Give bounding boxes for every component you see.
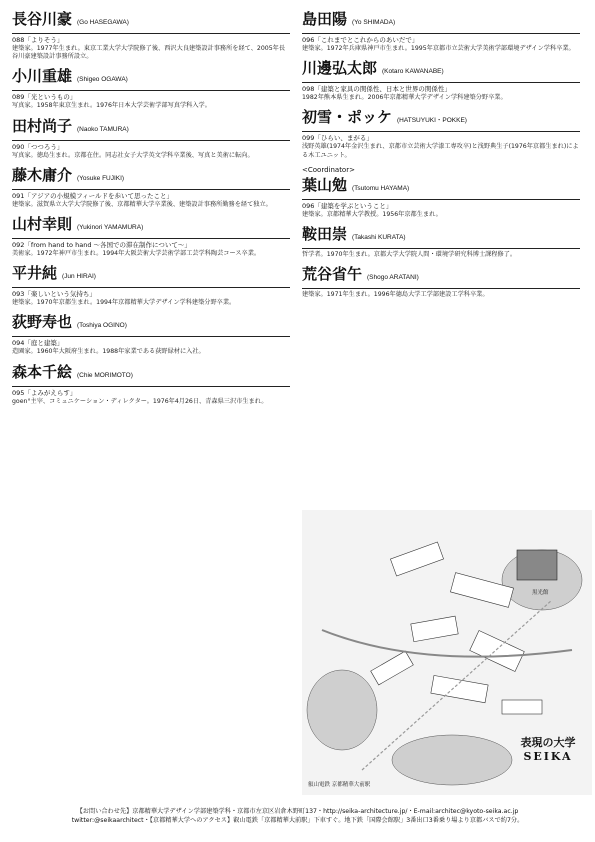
divider bbox=[12, 238, 290, 239]
entry bbox=[302, 265, 580, 299]
divider bbox=[12, 140, 290, 141]
entry bbox=[12, 313, 290, 356]
talk-number: 093「楽しいという気持ち」 bbox=[12, 290, 96, 299]
divider bbox=[12, 189, 290, 190]
entry bbox=[302, 176, 580, 219]
bio-text: 建築家。1972年兵庫県神戸市生まれ。1995年京都市立芸術大学美術学部環境デザイン学科卒業。 bbox=[302, 45, 575, 52]
divider bbox=[302, 82, 580, 83]
entry bbox=[12, 67, 290, 110]
person-roman: (Yo SHIMADA) bbox=[352, 19, 396, 26]
bio-text: 写真家。徳島生まれ。京都在住。同志社女子大学英文学科卒業後、写真と美術に転向。 bbox=[12, 151, 254, 159]
person-name: 森本千絵 bbox=[12, 362, 73, 381]
talk-number: 099「ひらい、まがる」 bbox=[302, 134, 373, 143]
person-roman: (Chie MORIMOTO) bbox=[77, 371, 133, 379]
logo-top-text: 表現の大学 bbox=[520, 736, 576, 749]
divider bbox=[302, 199, 580, 200]
entry bbox=[302, 10, 580, 53]
person-name: 鞍田崇 bbox=[302, 225, 348, 244]
talk-number: 096「建築を学ぶということ」 bbox=[302, 201, 393, 210]
talk-number: 090「つつろう」 bbox=[12, 142, 64, 151]
seika-logo bbox=[508, 734, 588, 763]
person-roman: (Jun HIRAI) bbox=[62, 273, 96, 281]
footer bbox=[0, 807, 595, 825]
talk-number: 096「これまでとこれからのあいだで」 bbox=[302, 36, 419, 44]
bio-text: 建築家。1977年生まれ。東京工業大学大学院修了後、西沢大良建築設計事務所を経て、2005年長谷川豪建築設計事務所設立。 bbox=[12, 45, 286, 61]
talk-number: 095「よみがえらす」 bbox=[12, 388, 77, 397]
person-name: 小川重雄 bbox=[12, 67, 73, 86]
person-name: 藤木庸介 bbox=[12, 165, 73, 184]
station-label: 叡山電鉄 京都精華大前駅 bbox=[308, 782, 371, 788]
entry bbox=[302, 108, 580, 159]
person-roman: (Yosuke FUJIKI) bbox=[77, 174, 125, 182]
coordinator-label: <Coordinator> bbox=[302, 165, 355, 174]
bio-text: 建築家。滋賀県立大学大学院修了後、京都精華大学卒業後、建築設計事務所勤務を経て独立。 bbox=[12, 200, 272, 208]
person-name: 川邊弘太郎 bbox=[302, 59, 378, 78]
person-name: 田村尚子 bbox=[12, 116, 73, 135]
entry bbox=[12, 117, 290, 160]
talk-number: 098「建築と家具の関係性、日本と世界の関係性」 bbox=[302, 85, 451, 94]
entry bbox=[302, 225, 580, 259]
person-roman: (Takashi KURATA) bbox=[352, 234, 406, 242]
person-roman: (Tsutomu HAYAMA) bbox=[352, 184, 410, 192]
bio-text: 建築家。1971年生まれ。1996年德島大学工学部建設工学科卒業。 bbox=[302, 291, 489, 299]
bio-text: 写真家。1958年東京生まれ。1976年日本大学芸術学部写真学科入学。 bbox=[12, 102, 211, 110]
bio-text: 美術家。1972年神戸市生まれ。1994年大阪芸術大学芸術学部工芸学科陶芸コース卒業。 bbox=[12, 250, 261, 258]
footer-line-2: twitter:@seikaarchitect・【京都精華大学へのアクセス】叡山電鉄「京都精華大前駅」下車すぐ。地下鉄「国際会館駅」3番出口3番乗り場より京都バスで約7分。 bbox=[71, 817, 524, 824]
person-roman: (Toshiya OGINO) bbox=[77, 322, 127, 330]
bio-text: 建築家。1970年京都生まれ。1994年京都精華大学デザイン学科建築分野卒業。 bbox=[12, 299, 236, 307]
logo-bottom-text: SEIKA bbox=[523, 750, 573, 763]
person-roman: (Yukinori YAMAMURA) bbox=[77, 224, 144, 232]
divider bbox=[12, 287, 290, 288]
footer-line-1: 【お問い合わせ先】京都精華大学デザイン学部建築学科・京都市左京区岩倉木野町137・http://seika-architecture.jp/・E-mail:architec@kyoto-seika.ac.jp bbox=[76, 808, 519, 815]
left-column bbox=[12, 10, 290, 412]
bio-text: 1982年熊本県生まれ。2006年京都精華大学デザイン学科建築分野卒業。 bbox=[302, 94, 507, 102]
talk-number: 092「from hand to hand ～各国での滞在制作について～」 bbox=[12, 241, 191, 250]
talk-number: 091「アジアの小規模フィールドを歩いて思ったこと」 bbox=[12, 191, 173, 200]
divider bbox=[12, 386, 290, 387]
entry bbox=[12, 215, 290, 258]
person-name: 初雪・ポッケ bbox=[302, 108, 393, 127]
building-label: 黒光館 bbox=[532, 590, 549, 596]
entry bbox=[12, 264, 290, 307]
bio-text: 造園家。1960年大阪府生まれ。1988年家業である荻野緑材に入社。 bbox=[12, 348, 205, 356]
divider bbox=[302, 131, 580, 132]
talk-number: 088「よりそう」 bbox=[12, 36, 64, 44]
person-roman: (HATSUYUKI・POKKE) bbox=[397, 117, 467, 125]
person-roman: (Naoko TAMURA) bbox=[77, 125, 129, 133]
divider bbox=[12, 33, 290, 34]
person-name: 平井純 bbox=[12, 264, 58, 283]
talk-number: 089「光というもの」 bbox=[12, 93, 77, 102]
person-roman: (Shigeo OGAWA) bbox=[77, 76, 128, 84]
entry bbox=[12, 10, 290, 61]
divider bbox=[302, 288, 580, 289]
entry bbox=[302, 59, 580, 102]
person-roman: (Shogo ARATANI) bbox=[367, 274, 419, 282]
divider bbox=[302, 33, 580, 34]
bio-text: goen°主宰、コミュニケーション・ディレクター。1976年4月26日、青森県三沢市生まれ。 bbox=[12, 397, 268, 405]
person-name: 山村幸則 bbox=[12, 215, 73, 234]
divider bbox=[12, 336, 290, 337]
person-name: 葉山勉 bbox=[302, 175, 348, 194]
bio-text: 浅野英雄(1974年金沢生まれ、京都市立芸術大学漆工専攻卒)と浅野典生子(1976年京都生まれ)による木工ユニット。 bbox=[302, 143, 579, 159]
talk-number: 094「庭と建築」 bbox=[12, 339, 64, 348]
person-name: 荒谷省午 bbox=[302, 265, 363, 284]
person-name: 荻野寿也 bbox=[12, 313, 73, 332]
bio-text: 建築家。京都精華大学教授。1956年京都生まれ。 bbox=[302, 210, 442, 218]
bio-text: 哲学者。1970年生まれ。京都大学大学院人間・環境学研究科博士課程修了。 bbox=[302, 251, 517, 259]
divider bbox=[12, 90, 290, 91]
person-name: 長谷川豪 bbox=[12, 10, 73, 28]
person-roman: (Kotaro KAWANABE) bbox=[382, 68, 444, 76]
person-roman: (Go HASEGAWA) bbox=[77, 19, 129, 26]
entry bbox=[12, 363, 290, 406]
right-column bbox=[302, 10, 580, 305]
entry bbox=[12, 166, 290, 209]
divider bbox=[302, 248, 580, 249]
person-name: 島田陽 bbox=[302, 10, 348, 28]
